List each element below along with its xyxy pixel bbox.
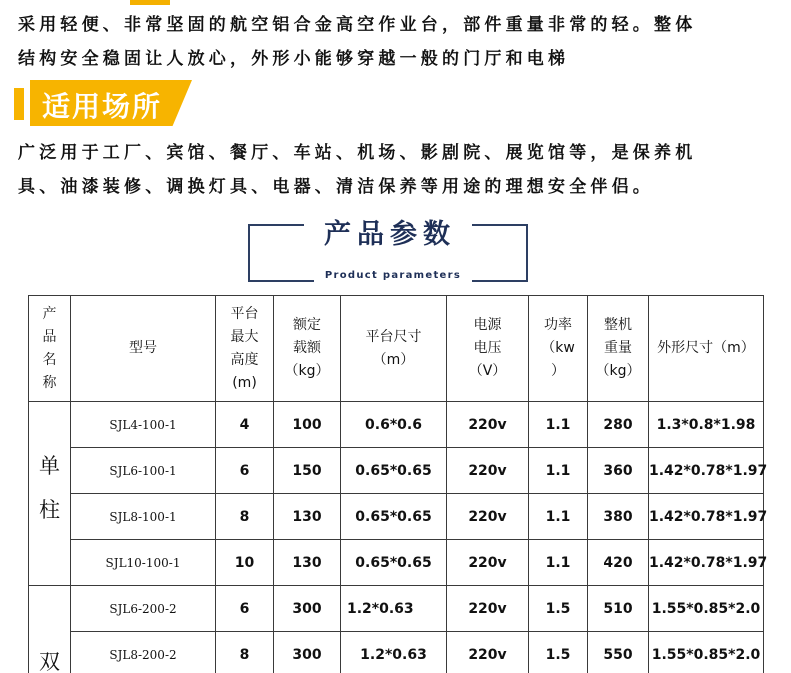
cell-height: 8 xyxy=(216,632,274,673)
header-size xyxy=(341,296,447,402)
header-text: 功率 xyxy=(544,317,572,333)
intro-paragraph xyxy=(18,8,778,76)
header-text: 整机 xyxy=(604,317,632,333)
cell-load: 130 xyxy=(274,540,341,586)
cell-model: SJL6-200-2 xyxy=(71,586,216,632)
params-title-frame xyxy=(248,212,528,284)
header-model: 型号 xyxy=(71,296,216,402)
cell-power: 1.1 xyxy=(529,402,588,448)
header-weight xyxy=(588,296,649,402)
cell-power: 1.1 xyxy=(529,448,588,494)
cell-outer-size: 1.42*0.78*1.97 xyxy=(649,540,764,586)
header-name xyxy=(29,296,71,402)
cell-voltage: 220v xyxy=(447,402,529,448)
cell-load: 130 xyxy=(274,494,341,540)
params-subtitle: Product parameters xyxy=(324,270,462,281)
cell-weight: 280 xyxy=(588,402,649,448)
table-row xyxy=(29,586,764,632)
cell-size: 1.2*0.63 xyxy=(341,632,447,673)
table-row xyxy=(29,540,764,586)
cell-size: 0.65*0.65 xyxy=(341,448,447,494)
header-height xyxy=(216,296,274,402)
header-text: (m) xyxy=(232,374,257,391)
cell-weight: 550 xyxy=(588,632,649,673)
cell-weight: 360 xyxy=(588,448,649,494)
usage-line-2: 具、油漆装修、调换灯具、电器、清洁保养等用途的理想安全伴侣。 xyxy=(18,177,654,197)
cell-outer-size: 1.42*0.78*1.97 xyxy=(649,494,764,540)
cell-model: SJL6-100-1 xyxy=(71,448,216,494)
header-text: （m） xyxy=(372,351,415,368)
cell-model: SJL4-100-1 xyxy=(71,402,216,448)
frame-line xyxy=(526,224,528,282)
table-row xyxy=(29,632,764,673)
table-row xyxy=(29,494,764,540)
table-row xyxy=(29,402,764,448)
cell-outer-size: 1.3*0.8*1.98 xyxy=(649,402,764,448)
cell-weight: 380 xyxy=(588,494,649,540)
cell-load: 300 xyxy=(274,586,341,632)
cell-power: 1.5 xyxy=(529,586,588,632)
header-text: （kg） xyxy=(284,363,330,379)
header-text: 平台尺寸 xyxy=(365,328,422,345)
cell-load: 300 xyxy=(274,632,341,673)
cell-power: 1.5 xyxy=(529,632,588,673)
group-single-column xyxy=(29,402,71,586)
cell-load: 100 xyxy=(274,402,341,448)
cell-size: 0.65*0.65 xyxy=(341,494,447,540)
header-outer-size: 外形尺寸（m） xyxy=(649,296,764,402)
cell-size: 0.6*0.6 xyxy=(341,402,447,448)
cell-outer-size: 1.55*0.85*2.0 xyxy=(649,586,764,632)
header-text: ） xyxy=(551,363,565,379)
header-text: 平台 xyxy=(230,305,259,322)
frame-line xyxy=(248,224,304,226)
frame-line xyxy=(472,224,528,226)
badge-tab xyxy=(14,88,24,120)
table-row xyxy=(29,448,764,494)
cell-voltage: 220v xyxy=(447,448,529,494)
header-text: 最大 xyxy=(230,328,259,345)
frame-line xyxy=(248,280,314,282)
header-text: 重量 xyxy=(604,340,632,356)
group-double-column xyxy=(29,586,71,673)
intro-line-2: 结构安全稳固让人放心，外形小能够穿越一般的门厅和电梯 xyxy=(18,49,570,69)
frame-line xyxy=(248,224,250,282)
cell-model: SJL10-100-1 xyxy=(71,540,216,586)
header-text: 称 xyxy=(42,374,57,391)
header-load xyxy=(274,296,341,402)
cell-height: 6 xyxy=(216,448,274,494)
intro-line-1: 采用轻便、非常坚固的航空铝合金高空作业台，部件重量非常的轻。整体 xyxy=(18,15,697,35)
cell-height: 6 xyxy=(216,586,274,632)
top-accent-strip xyxy=(130,0,170,5)
params-title: 产品参数 xyxy=(324,219,456,250)
cell-voltage: 220v xyxy=(447,586,529,632)
cell-voltage: 220v xyxy=(447,540,529,586)
header-text: 额定 xyxy=(293,317,321,333)
params-table xyxy=(28,295,768,673)
cell-power: 1.1 xyxy=(529,494,588,540)
cell-voltage: 220v xyxy=(447,632,529,673)
cell-weight: 510 xyxy=(588,586,649,632)
header-text: （kw xyxy=(541,340,575,356)
cell-outer-size: 1.42*0.78*1.97 xyxy=(649,448,764,494)
header-text: 品 xyxy=(42,328,57,345)
header-text: 产 xyxy=(42,305,57,322)
frame-line xyxy=(472,280,528,282)
cell-model: SJL8-100-1 xyxy=(71,494,216,540)
header-text: 电压 xyxy=(473,340,502,356)
section-badge xyxy=(14,80,192,126)
cell-model: SJL8-200-2 xyxy=(71,632,216,673)
group-text: 双 xyxy=(39,650,60,673)
cell-size: 0.65*0.65 xyxy=(341,540,447,586)
header-text: （kg） xyxy=(595,363,641,379)
cell-height: 8 xyxy=(216,494,274,540)
header-text: 载额 xyxy=(293,340,321,356)
group-text: 单 xyxy=(39,454,60,478)
cell-weight: 420 xyxy=(588,540,649,586)
header-power xyxy=(529,296,588,402)
cell-load: 150 xyxy=(274,448,341,494)
section-title: 适用场所 xyxy=(42,90,163,123)
cell-height: 10 xyxy=(216,540,274,586)
table-header-row xyxy=(29,296,764,402)
header-text: 高度 xyxy=(230,351,259,368)
header-text: （V） xyxy=(468,363,507,379)
header-text: 电源 xyxy=(473,317,502,333)
header-text: 名 xyxy=(42,351,57,368)
usage-paragraph xyxy=(18,136,778,204)
cell-size: 1.2*0.63 xyxy=(341,586,447,632)
cell-height: 4 xyxy=(216,402,274,448)
cell-outer-size: 1.55*0.85*2.0 xyxy=(649,632,764,673)
cell-power: 1.1 xyxy=(529,540,588,586)
group-text: 柱 xyxy=(39,498,60,522)
cell-voltage: 220v xyxy=(447,494,529,540)
usage-line-1: 广泛用于工厂、宾馆、餐厅、车站、机场、影剧院、展览馆等，是保养机 xyxy=(18,143,697,163)
header-voltage xyxy=(447,296,529,402)
